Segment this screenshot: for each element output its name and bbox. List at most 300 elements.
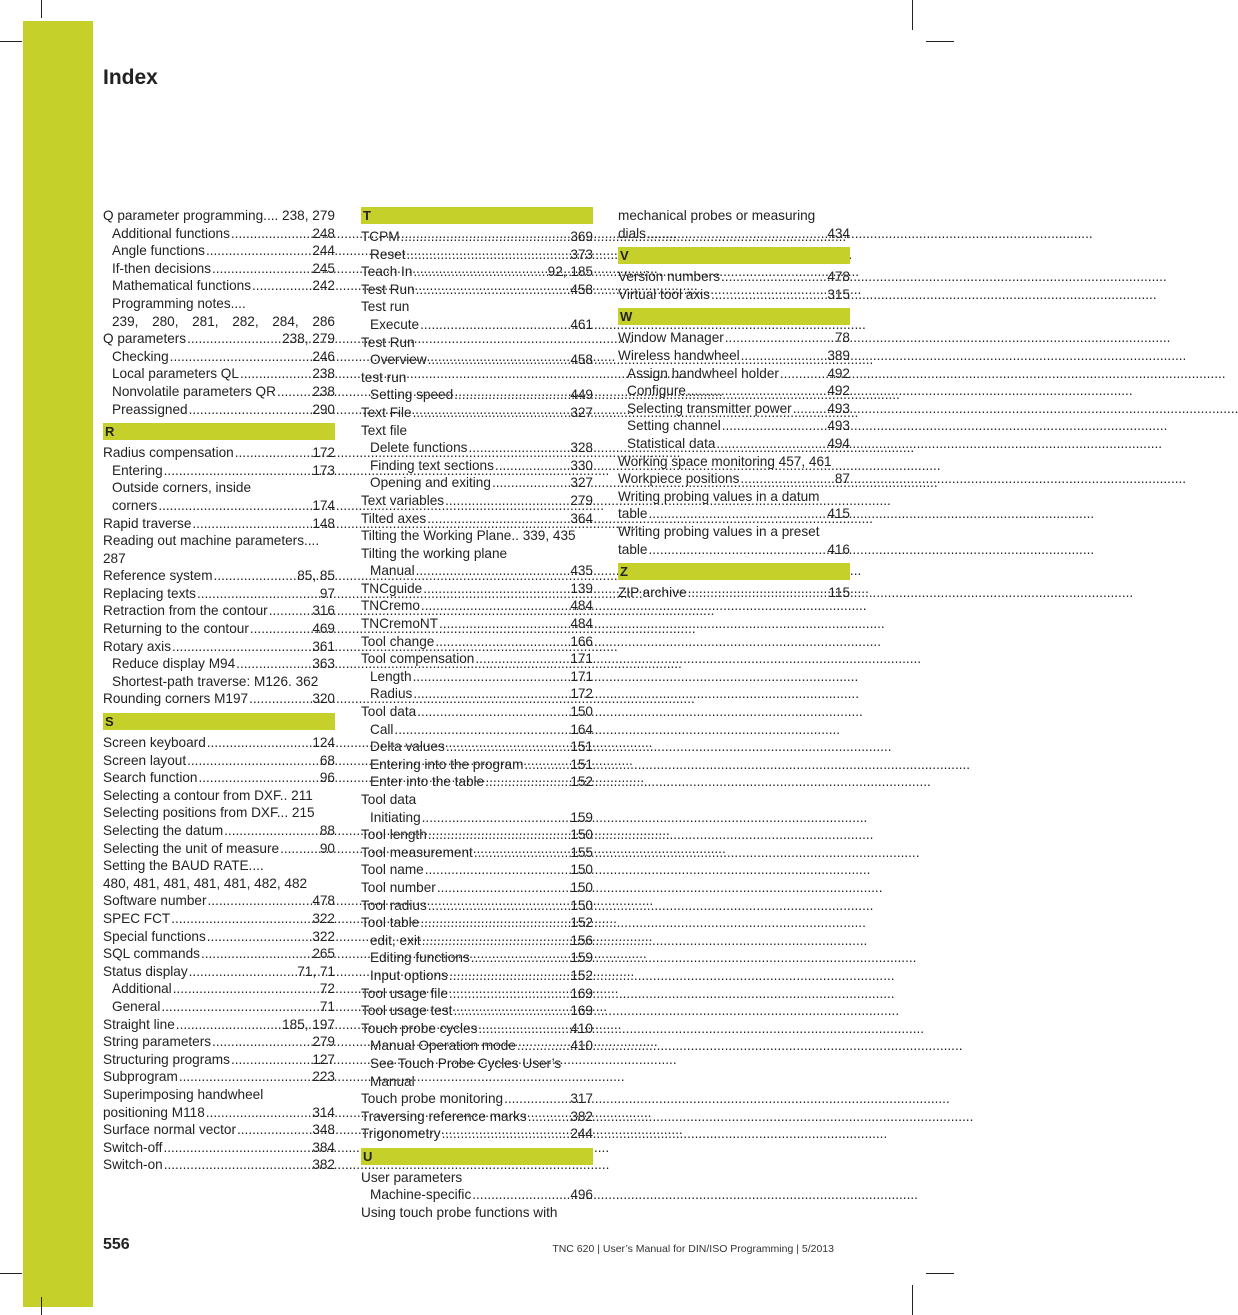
entry-page-ref: 327 <box>570 404 593 420</box>
index-entry <box>361 510 593 528</box>
dot-leader <box>422 932 566 950</box>
dot-leader <box>716 435 822 453</box>
entry-page-ref: 169 <box>570 1003 593 1019</box>
index-entry <box>103 330 335 348</box>
index-entry: Q parameter programming.... 238, 279 <box>103 208 335 223</box>
index-subentry <box>103 242 335 260</box>
entry-term: Local parameters QL <box>112 366 239 382</box>
dot-leader <box>206 242 307 260</box>
entry-page-ref: 315 <box>827 286 850 302</box>
entry-page-ref: 282, <box>232 313 259 329</box>
entry-term: Q parameters <box>103 331 187 347</box>
entry-term: Search function <box>103 770 198 786</box>
entry-page-ref: 410 <box>570 1038 593 1054</box>
index-subentry <box>103 348 335 366</box>
index-subentry: Outside corners, inside <box>112 480 252 496</box>
entry-term: Virtual tool axis <box>618 286 710 302</box>
entry-page-ref: 96 <box>319 770 335 786</box>
index-entry <box>361 615 593 633</box>
entry-page-ref: 242 <box>312 278 335 294</box>
entry-page-ref: 238 <box>312 383 335 399</box>
entry-term: Additional <box>112 981 172 997</box>
entry-page-ref: 317 <box>570 1091 593 1107</box>
entry-term: Retraction from the contour <box>103 603 268 619</box>
entry-term: String parameters <box>103 1034 212 1050</box>
entry-page-ref: 493 <box>827 418 850 434</box>
entry-group-w <box>618 329 850 558</box>
entry-page-ref: 148 <box>312 515 335 531</box>
entry-term: Delete functions <box>370 440 468 456</box>
entry-page-ref: 139 <box>570 580 593 596</box>
dot-leader <box>428 897 566 915</box>
entry-page-ref: 87 <box>834 471 850 487</box>
dot-leader <box>179 1068 308 1086</box>
dot-leader <box>198 769 314 787</box>
dot-leader <box>201 945 307 963</box>
entry-page-ref: 458 <box>570 281 593 297</box>
dot-leader <box>422 809 566 827</box>
entry-page-ref: 416 <box>827 541 850 557</box>
entry-page-ref: 314 <box>312 1104 335 1120</box>
dot-leader <box>449 967 565 985</box>
entry-term: Preassigned <box>112 401 188 417</box>
entry-term: Input options <box>370 967 448 983</box>
index-entry <box>618 505 850 523</box>
entry-page-ref: 290 <box>312 401 335 417</box>
crop-mark <box>0 1273 22 1274</box>
dot-leader <box>492 474 565 492</box>
dot-leader <box>517 1037 565 1055</box>
entry-term: Tool number <box>361 879 436 895</box>
index-entry <box>361 1125 593 1143</box>
entry-group-v <box>618 268 850 303</box>
index-entry <box>103 1104 335 1122</box>
entry-term: Length <box>370 668 412 684</box>
index-entry-line: Writing probing values in a datum <box>618 488 820 504</box>
index-subentry <box>103 462 335 480</box>
entry-term: Rotary axis <box>103 638 171 654</box>
entry-term: Trigonometry <box>361 1126 441 1142</box>
entry-term: TCPM <box>361 229 400 244</box>
dot-leader <box>437 879 566 897</box>
crop-mark <box>0 41 22 42</box>
entry-page-ref: 469 <box>312 621 335 637</box>
letter-header-v: V <box>618 247 850 264</box>
entry-term: Tool data <box>361 704 417 720</box>
index-entry <box>618 286 850 304</box>
index-subentry <box>103 365 335 383</box>
dot-leader <box>721 268 822 286</box>
entry-term: TNCremo <box>361 598 420 614</box>
index-subentry <box>361 685 593 703</box>
entry-page-ref: 245 <box>312 260 335 276</box>
entry-term: Tool table <box>361 915 420 931</box>
index-entry <box>361 985 593 1003</box>
index-subentry <box>103 655 335 673</box>
entry-term: Manual <box>370 563 415 579</box>
dot-leader <box>212 260 307 278</box>
entry-term: Wireless handwheel <box>618 347 740 363</box>
entry-page-ref: 124 <box>312 735 335 751</box>
entry-term: Reference system <box>103 568 213 584</box>
index-subentry <box>618 435 850 453</box>
dot-leader <box>648 541 822 559</box>
index-entry <box>103 444 335 462</box>
entry-term: Reset <box>370 246 406 262</box>
entry-page-ref: 279 <box>570 492 593 508</box>
entry-page-ref: 169 <box>570 985 593 1001</box>
entry-term: Workpiece positions <box>618 471 740 487</box>
entry-page-ref: 244 <box>570 1126 593 1142</box>
dot-leader <box>725 329 830 347</box>
dot-leader <box>428 826 566 844</box>
index-entry <box>361 597 593 615</box>
index-column-2 <box>361 207 593 1222</box>
index-subentry: Shortest-path traverse: M126. 362 <box>112 673 319 689</box>
entry-page-ref: 284, <box>272 313 299 329</box>
entry-group-z <box>618 584 850 602</box>
entry-term: Structuring programs <box>103 1051 230 1067</box>
entry-page-ref: 265 <box>312 946 335 962</box>
dot-leader <box>435 633 565 651</box>
entry-term: Statistical data <box>627 435 716 451</box>
dot-leader <box>793 400 823 418</box>
chapter-color-bar <box>23 21 93 1307</box>
dot-leader <box>269 602 308 620</box>
entry-term: Tool change <box>361 633 435 649</box>
index-entry-line: Test Run <box>361 334 415 350</box>
dot-leader <box>237 1121 307 1139</box>
entry-term: Returning to the contour <box>103 621 249 637</box>
index-entry <box>103 1121 335 1139</box>
entry-term: Touch probe monitoring <box>361 1091 504 1107</box>
entry-term: TNCremoNT <box>361 616 439 632</box>
index-subentry <box>361 721 593 739</box>
index-entry-line: mechanical probes or measuring <box>618 208 816 223</box>
dot-leader <box>413 263 542 281</box>
dot-leader <box>413 404 566 422</box>
index-subentry <box>103 401 335 419</box>
index-entry-line: Test run <box>361 299 410 315</box>
entry-page-ref: 458 <box>570 352 593 368</box>
entry-term: Assign handwheel holder <box>627 365 779 381</box>
page-title: Index <box>103 66 158 89</box>
index-entry <box>361 580 593 598</box>
entry-page-ref: 152 <box>570 774 593 790</box>
dot-leader <box>401 228 566 246</box>
index-entry <box>103 1033 335 1051</box>
index-subentry <box>361 668 593 686</box>
entry-page-ref: 435 <box>570 563 593 579</box>
dot-leader <box>235 444 308 462</box>
entry-page-ref: 384 <box>312 1139 335 1155</box>
entry-page-ref: 322 <box>312 928 335 944</box>
index-subentry <box>361 474 593 492</box>
dot-leader <box>485 773 565 791</box>
dot-leader <box>413 668 566 686</box>
index-entry <box>361 914 593 932</box>
dot-leader <box>192 515 307 533</box>
index-subentry <box>361 738 593 756</box>
index-subentry <box>361 457 593 475</box>
entry-term: SPEC FCT <box>103 910 171 926</box>
dot-leader <box>231 225 307 243</box>
index-entry <box>361 404 593 422</box>
index-entry <box>618 470 850 488</box>
dot-leader <box>416 281 566 299</box>
dot-leader <box>528 1108 566 1126</box>
entry-term: Rapid traverse <box>103 515 192 531</box>
entry-group-t <box>361 228 593 1143</box>
dot-leader <box>687 382 822 400</box>
index-subentry <box>618 417 850 435</box>
entry-page-ref: 364 <box>570 510 593 526</box>
entry-term: Setting channel <box>627 418 721 434</box>
index-entry <box>361 281 593 299</box>
entry-term: corners <box>112 497 158 513</box>
index-subentry <box>361 1186 593 1204</box>
entry-term: Selecting the unit of measure <box>103 840 280 856</box>
index-entry <box>361 861 593 879</box>
dot-leader <box>250 620 307 638</box>
index-entry <box>103 638 335 656</box>
entry-term: ZIP archive <box>618 585 687 601</box>
index-subentry <box>361 562 593 580</box>
entry-page-ref: 478 <box>827 269 850 285</box>
crop-mark <box>926 41 954 42</box>
entry-page-ref: 239, <box>112 313 139 329</box>
entry-page-ref: 492 <box>827 383 850 399</box>
index-subentry <box>361 386 593 404</box>
index-subentry <box>361 756 593 774</box>
dot-leader <box>711 286 822 304</box>
entry-term: Angle functions <box>112 243 205 259</box>
index-entry-line: Working space monitoring 457, 461 <box>618 453 832 469</box>
letter-header-z: Z <box>618 563 850 580</box>
dot-leader <box>420 914 565 932</box>
dot-leader <box>425 861 566 879</box>
entry-page-ref: 434 <box>827 225 850 241</box>
dot-leader <box>420 316 565 334</box>
dot-leader <box>171 910 307 928</box>
index-subentry <box>103 497 335 515</box>
index-entry <box>618 268 850 286</box>
entry-page-ref: 286 <box>312 313 335 329</box>
dot-leader <box>495 457 565 475</box>
index-entry <box>103 1051 335 1069</box>
entry-page-ref: 484 <box>570 616 593 632</box>
entry-term: Subprogram <box>103 1069 178 1085</box>
letter-header-u: U <box>361 1148 593 1165</box>
dot-leader <box>428 351 566 369</box>
entry-page-ref: 88 <box>319 823 335 838</box>
dot-leader <box>212 1033 307 1051</box>
entry-term: Overview <box>370 352 427 368</box>
index-entry <box>361 1002 593 1020</box>
index-subentry <box>103 225 335 243</box>
index-entry <box>361 1108 593 1126</box>
dot-leader <box>158 497 307 515</box>
entry-term: Tilted axes <box>361 510 427 526</box>
index-entry <box>103 910 335 928</box>
dot-leader <box>197 585 315 603</box>
entry-page-ref: 410 <box>570 1020 593 1036</box>
index-subentry <box>361 351 593 369</box>
entry-page-ref: 150 <box>570 704 593 720</box>
index-entry <box>361 703 593 721</box>
dot-leader <box>413 685 565 703</box>
index-subentry <box>361 1037 593 1055</box>
dot-leader <box>187 752 315 770</box>
entry-page-ref: 152 <box>570 915 593 931</box>
index-entry <box>361 492 593 510</box>
crop-mark <box>41 1297 42 1315</box>
entry-page-ref: 382 <box>570 1108 593 1124</box>
entry-term: Additional functions <box>112 225 230 241</box>
dot-leader <box>741 347 823 365</box>
index-subentry: See Touch Probe Cycles User’s Manual <box>370 1055 562 1089</box>
index-subentry <box>103 260 335 278</box>
entry-term: TNCguide <box>361 580 423 596</box>
letter-header-s: S <box>103 713 335 730</box>
entry-page-ref: 238, 279 <box>282 331 335 347</box>
index-entry-line: Selecting positions from DXF... 215 <box>103 805 315 821</box>
dot-leader <box>454 386 565 404</box>
index-entry-line: Superimposing handwheel <box>103 1086 264 1102</box>
dot-leader <box>780 365 822 383</box>
entry-page-ref: 171 <box>570 668 593 684</box>
entry-page-ref: 478 <box>312 893 335 909</box>
entry-term: Switch-on <box>103 1157 163 1173</box>
index-entry <box>103 1139 335 1157</box>
index-entry <box>361 879 593 897</box>
entry-group-r <box>103 444 335 708</box>
index-subentry <box>618 400 850 418</box>
entry-term: Tool measurement <box>361 844 473 860</box>
entry-term: Selecting transmitter power <box>627 400 792 416</box>
entry-page-ref: 496 <box>570 1187 593 1203</box>
entry-term: Tool length <box>361 827 427 843</box>
entry-term: Window Manager <box>618 330 724 346</box>
index-entry <box>361 633 593 651</box>
entry-page-ref: 150 <box>570 862 593 878</box>
dot-leader <box>472 1186 565 1204</box>
letter-header-w: W <box>618 308 850 325</box>
dot-leader <box>446 738 566 756</box>
entry-page-ref: 150 <box>570 827 593 843</box>
entry-term: Tool compensation <box>361 651 475 667</box>
index-entry-line: Writing probing values in a preset <box>618 523 820 539</box>
index-entry <box>103 963 335 981</box>
index-entry <box>103 620 335 638</box>
entry-page-ref: 71 <box>319 998 335 1014</box>
index-entry <box>361 263 593 281</box>
index-entry <box>618 541 850 559</box>
index-entry-line: test run <box>361 369 407 385</box>
dot-leader <box>688 584 824 602</box>
entry-page-ref: 223 <box>312 1069 335 1085</box>
index-entry-line: Tool data <box>361 792 417 807</box>
entry-term: Editing functions <box>370 950 470 966</box>
entry-term: Screen keyboard <box>103 735 206 751</box>
index-entry <box>361 650 593 668</box>
entry-term: Checking <box>112 348 169 364</box>
entry-term: Teach In <box>361 264 413 280</box>
entry-term: table <box>618 541 648 557</box>
dot-leader <box>240 365 307 383</box>
dot-leader <box>249 690 307 708</box>
index-entry <box>103 892 335 910</box>
dot-leader <box>189 401 308 419</box>
entry-page-ref: 150 <box>570 897 593 913</box>
entry-page-ref: 185, 197 <box>282 1016 335 1032</box>
dot-leader <box>394 721 565 739</box>
entry-page-ref: 494 <box>827 435 850 451</box>
entry-page-ref: 174 <box>312 497 335 513</box>
entry-page-ref: 244 <box>312 243 335 259</box>
dot-leader <box>407 246 566 264</box>
dot-leader <box>252 277 307 295</box>
entry-page-ref: 92, 185 <box>547 264 593 280</box>
index-entry-line: 480, 481, 481, 481, 481, 482, 482 <box>103 875 308 891</box>
entry-page-ref: 150 <box>570 879 593 895</box>
entry-page-ref: 369 <box>570 229 593 244</box>
dot-leader <box>474 844 565 862</box>
dot-leader <box>231 1051 307 1069</box>
entry-page-ref: 72 <box>319 981 335 997</box>
entry-page-ref: 173 <box>312 462 335 478</box>
crop-mark <box>41 0 42 18</box>
footer-text: TNC 620 | User’s Manual for DIN/ISO Programming | 5/2013 <box>552 1243 834 1255</box>
index-entry: Reading out machine parameters.... 287 <box>103 533 320 566</box>
index-subentry <box>361 773 593 791</box>
entry-page-ref: 78 <box>834 330 850 346</box>
dot-leader <box>170 348 308 366</box>
entry-term: Radius compensation <box>103 445 234 461</box>
index-entry <box>618 225 850 243</box>
entry-page-ref: 373 <box>570 246 593 262</box>
index-entry-line: Selecting a contour from DXF.. 211 <box>103 787 313 803</box>
entry-page-ref: 156 <box>570 932 593 948</box>
dot-leader <box>439 615 565 633</box>
letter-header-t: T <box>361 207 593 224</box>
dot-leader <box>207 734 308 752</box>
index-subentry <box>361 439 593 457</box>
dot-leader <box>475 650 565 668</box>
index-column-1 <box>103 207 335 1174</box>
entry-page-ref: 127 <box>312 1051 335 1067</box>
entry-term: Text variables <box>361 492 445 508</box>
entry-term: Configure <box>627 383 686 399</box>
entry-term: Finding text sections <box>370 457 494 473</box>
entry-term: Nonvolatile parameters QR <box>112 383 276 399</box>
index-entry <box>103 515 335 533</box>
entry-page-ref: 320 <box>312 691 335 707</box>
entry-page-ref: 71, 71 <box>297 963 335 979</box>
index-subentry <box>361 316 593 334</box>
entry-page-ref: 248 <box>312 225 335 241</box>
crop-mark <box>912 0 913 30</box>
dot-leader <box>445 492 565 510</box>
entry-term: Tool usage test <box>361 1003 453 1019</box>
dot-leader <box>189 963 293 981</box>
index-entry <box>361 844 593 862</box>
entry-term: If-then decisions <box>112 260 211 276</box>
entry-page-ref: 348 <box>312 1122 335 1138</box>
index-entry <box>103 734 335 752</box>
entry-term: Delta values <box>370 739 445 755</box>
index-entry-line: Tilting the working plane <box>361 545 508 561</box>
